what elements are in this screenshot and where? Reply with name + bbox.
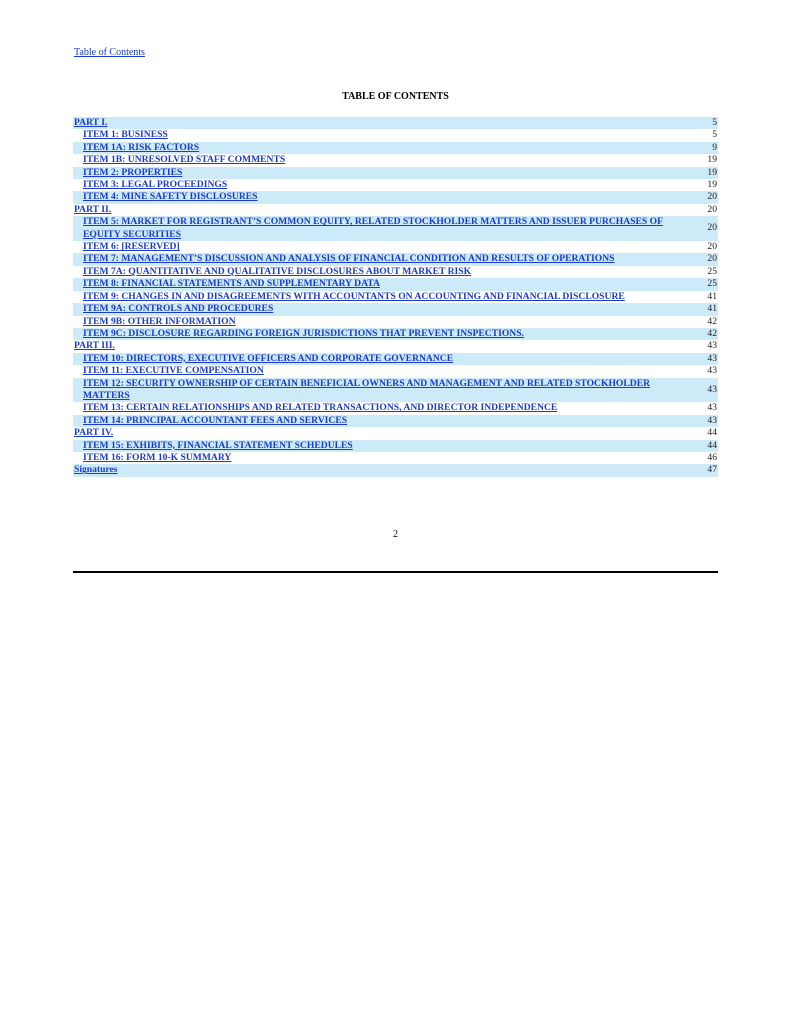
toc-entry-link[interactable]: ITEM 1: BUSINESS xyxy=(83,129,168,141)
toc-page-number: 41 xyxy=(707,303,717,315)
toc-page-number: 25 xyxy=(707,278,717,290)
toc-row xyxy=(73,328,718,340)
toc-row xyxy=(73,129,718,141)
toc-page-number: 47 xyxy=(707,464,717,476)
toc-row xyxy=(73,278,718,290)
toc-entry-link[interactable]: ITEM 5: MARKET FOR REGISTRANT’S COMMON EQUITY, RELATED STOCKHOLDER MATTERS AND ISSUER PURCHASES OF EQUITY SECURITIES xyxy=(83,216,663,240)
toc-page-number: 19 xyxy=(707,166,717,178)
toc-row xyxy=(73,402,718,414)
toc-entry-link[interactable]: ITEM 9: CHANGES IN AND DISAGREEMENTS WITH ACCOUNTANTS ON ACCOUNTING AND FINANCIAL DISCLOSURE xyxy=(83,290,625,302)
toc-page-number: 20 xyxy=(707,241,717,253)
toc-page-number: 20 xyxy=(707,203,717,215)
toc-page-number: 43 xyxy=(707,414,717,426)
toc-row xyxy=(73,340,718,352)
toc-row xyxy=(73,253,718,265)
toc-entry-link[interactable]: ITEM 13: CERTAIN RELATIONSHIPS AND RELATED TRANSACTIONS, AND DIRECTOR INDEPENDENCE xyxy=(83,402,558,414)
toc-page-number: 44 xyxy=(707,439,717,451)
toc-page-number: 41 xyxy=(707,290,717,302)
toc-page-number: 46 xyxy=(707,451,717,463)
toc-entry-link[interactable]: ITEM 12: SECURITY OWNERSHIP OF CERTAIN BENEFICIAL OWNERS AND MANAGEMENT AND RELATED STOCKHOLDER MATTERS xyxy=(83,377,651,401)
toc-entry-link[interactable]: ITEM 16: FORM 10-K SUMMARY xyxy=(83,451,232,463)
page-number: 2 xyxy=(393,529,398,540)
page-divider xyxy=(73,571,718,573)
toc-entry-link[interactable]: PART III. xyxy=(74,340,115,352)
toc-row xyxy=(73,316,718,328)
toc-page-number: 5 xyxy=(712,129,717,141)
toc-page-number: 19 xyxy=(707,179,717,191)
toc-row xyxy=(73,303,718,315)
toc-row xyxy=(73,179,718,191)
toc-row xyxy=(73,378,718,403)
toc-entry-link[interactable]: ITEM 3: LEGAL PROCEEDINGS xyxy=(83,179,228,191)
toc-page-number: 43 xyxy=(707,340,717,352)
toc-table xyxy=(73,117,718,477)
toc-entry-link[interactable]: PART I. xyxy=(74,117,108,128)
toc-row xyxy=(73,291,718,303)
toc-row xyxy=(73,353,718,365)
page-title: TABLE OF CONTENTS xyxy=(342,91,449,102)
toc-row xyxy=(73,464,718,476)
toc-row xyxy=(73,167,718,179)
toc-row xyxy=(73,204,718,216)
toc-entry-link[interactable]: ITEM 15: EXHIBITS, FINANCIAL STATEMENT SCHEDULES xyxy=(83,439,353,451)
toc-row xyxy=(73,365,718,377)
toc-page-number: 5 xyxy=(712,117,717,128)
toc-entry-link[interactable]: ITEM 10: DIRECTORS, EXECUTIVE OFFICERS AND CORPORATE GOVERNANCE xyxy=(83,352,454,364)
toc-row xyxy=(73,440,718,452)
toc-entry-link[interactable]: ITEM 1B: UNRESOLVED STAFF COMMENTS xyxy=(83,154,286,166)
toc-page-number: 43 xyxy=(707,402,717,414)
toc-row xyxy=(73,154,718,166)
toc-page-number: 20 xyxy=(707,191,717,203)
toc-row xyxy=(73,216,718,241)
toc-page-number: 43 xyxy=(707,365,717,377)
toc-entry-link[interactable]: ITEM 4: MINE SAFETY DISCLOSURES xyxy=(83,191,258,203)
table-of-contents-link[interactable]: Table of Contents xyxy=(74,47,145,58)
toc-page-number: 42 xyxy=(707,327,717,339)
toc-row xyxy=(73,142,718,154)
toc-page-number: 25 xyxy=(707,265,717,277)
toc-page-number: 20 xyxy=(707,253,717,265)
toc-row xyxy=(73,452,718,464)
toc-entry-link[interactable]: ITEM 7: MANAGEMENT’S DISCUSSION AND ANALYSIS OF FINANCIAL CONDITION AND RESULTS OF OPERATIONS xyxy=(83,253,615,265)
toc-page-number: 20 xyxy=(707,222,717,234)
toc-row xyxy=(73,117,718,129)
toc-entry-link[interactable]: ITEM 9A: CONTROLS AND PROCEDURES xyxy=(83,303,274,315)
toc-entry-link[interactable]: ITEM 1A: RISK FACTORS xyxy=(83,141,200,153)
toc-entry-link[interactable]: ITEM 8: FINANCIAL STATEMENTS AND SUPPLEMENTARY DATA xyxy=(83,278,380,290)
toc-entry-link[interactable]: ITEM 11: EXECUTIVE COMPENSATION xyxy=(83,365,264,377)
toc-page-number: 44 xyxy=(707,427,717,439)
toc-entry-link[interactable]: ITEM 2: PROPERTIES xyxy=(83,166,183,178)
toc-entry-link[interactable]: ITEM 9C: DISCLOSURE REGARDING FOREIGN JURISDICTIONS THAT PREVENT INSPECTIONS. xyxy=(83,327,524,339)
toc-page-number: 43 xyxy=(707,352,717,364)
toc-page-number: 43 xyxy=(707,383,717,395)
toc-entry-link[interactable]: ITEM 7A: QUANTITATIVE AND QUALITATIVE DISCLOSURES ABOUT MARKET RISK xyxy=(83,265,472,277)
toc-page-number: 42 xyxy=(707,315,717,327)
toc-entry-link[interactable]: PART IV. xyxy=(74,427,114,439)
toc-entry-link[interactable]: ITEM 9B: OTHER INFORMATION xyxy=(83,315,236,327)
toc-page-number: 19 xyxy=(707,154,717,166)
toc-row xyxy=(73,241,718,253)
toc-row xyxy=(73,415,718,427)
toc-page-number: 9 xyxy=(712,141,717,153)
toc-entry-link[interactable]: ITEM 6: [RESERVED] xyxy=(83,241,180,253)
toc-entry-link[interactable]: Signatures xyxy=(74,464,118,476)
toc-entry-link[interactable]: PART II. xyxy=(74,203,112,215)
toc-row xyxy=(73,427,718,439)
toc-row xyxy=(73,266,718,278)
toc-entry-link[interactable]: ITEM 14: PRINCIPAL ACCOUNTANT FEES AND SERVICES xyxy=(83,414,348,426)
toc-row xyxy=(73,191,718,203)
